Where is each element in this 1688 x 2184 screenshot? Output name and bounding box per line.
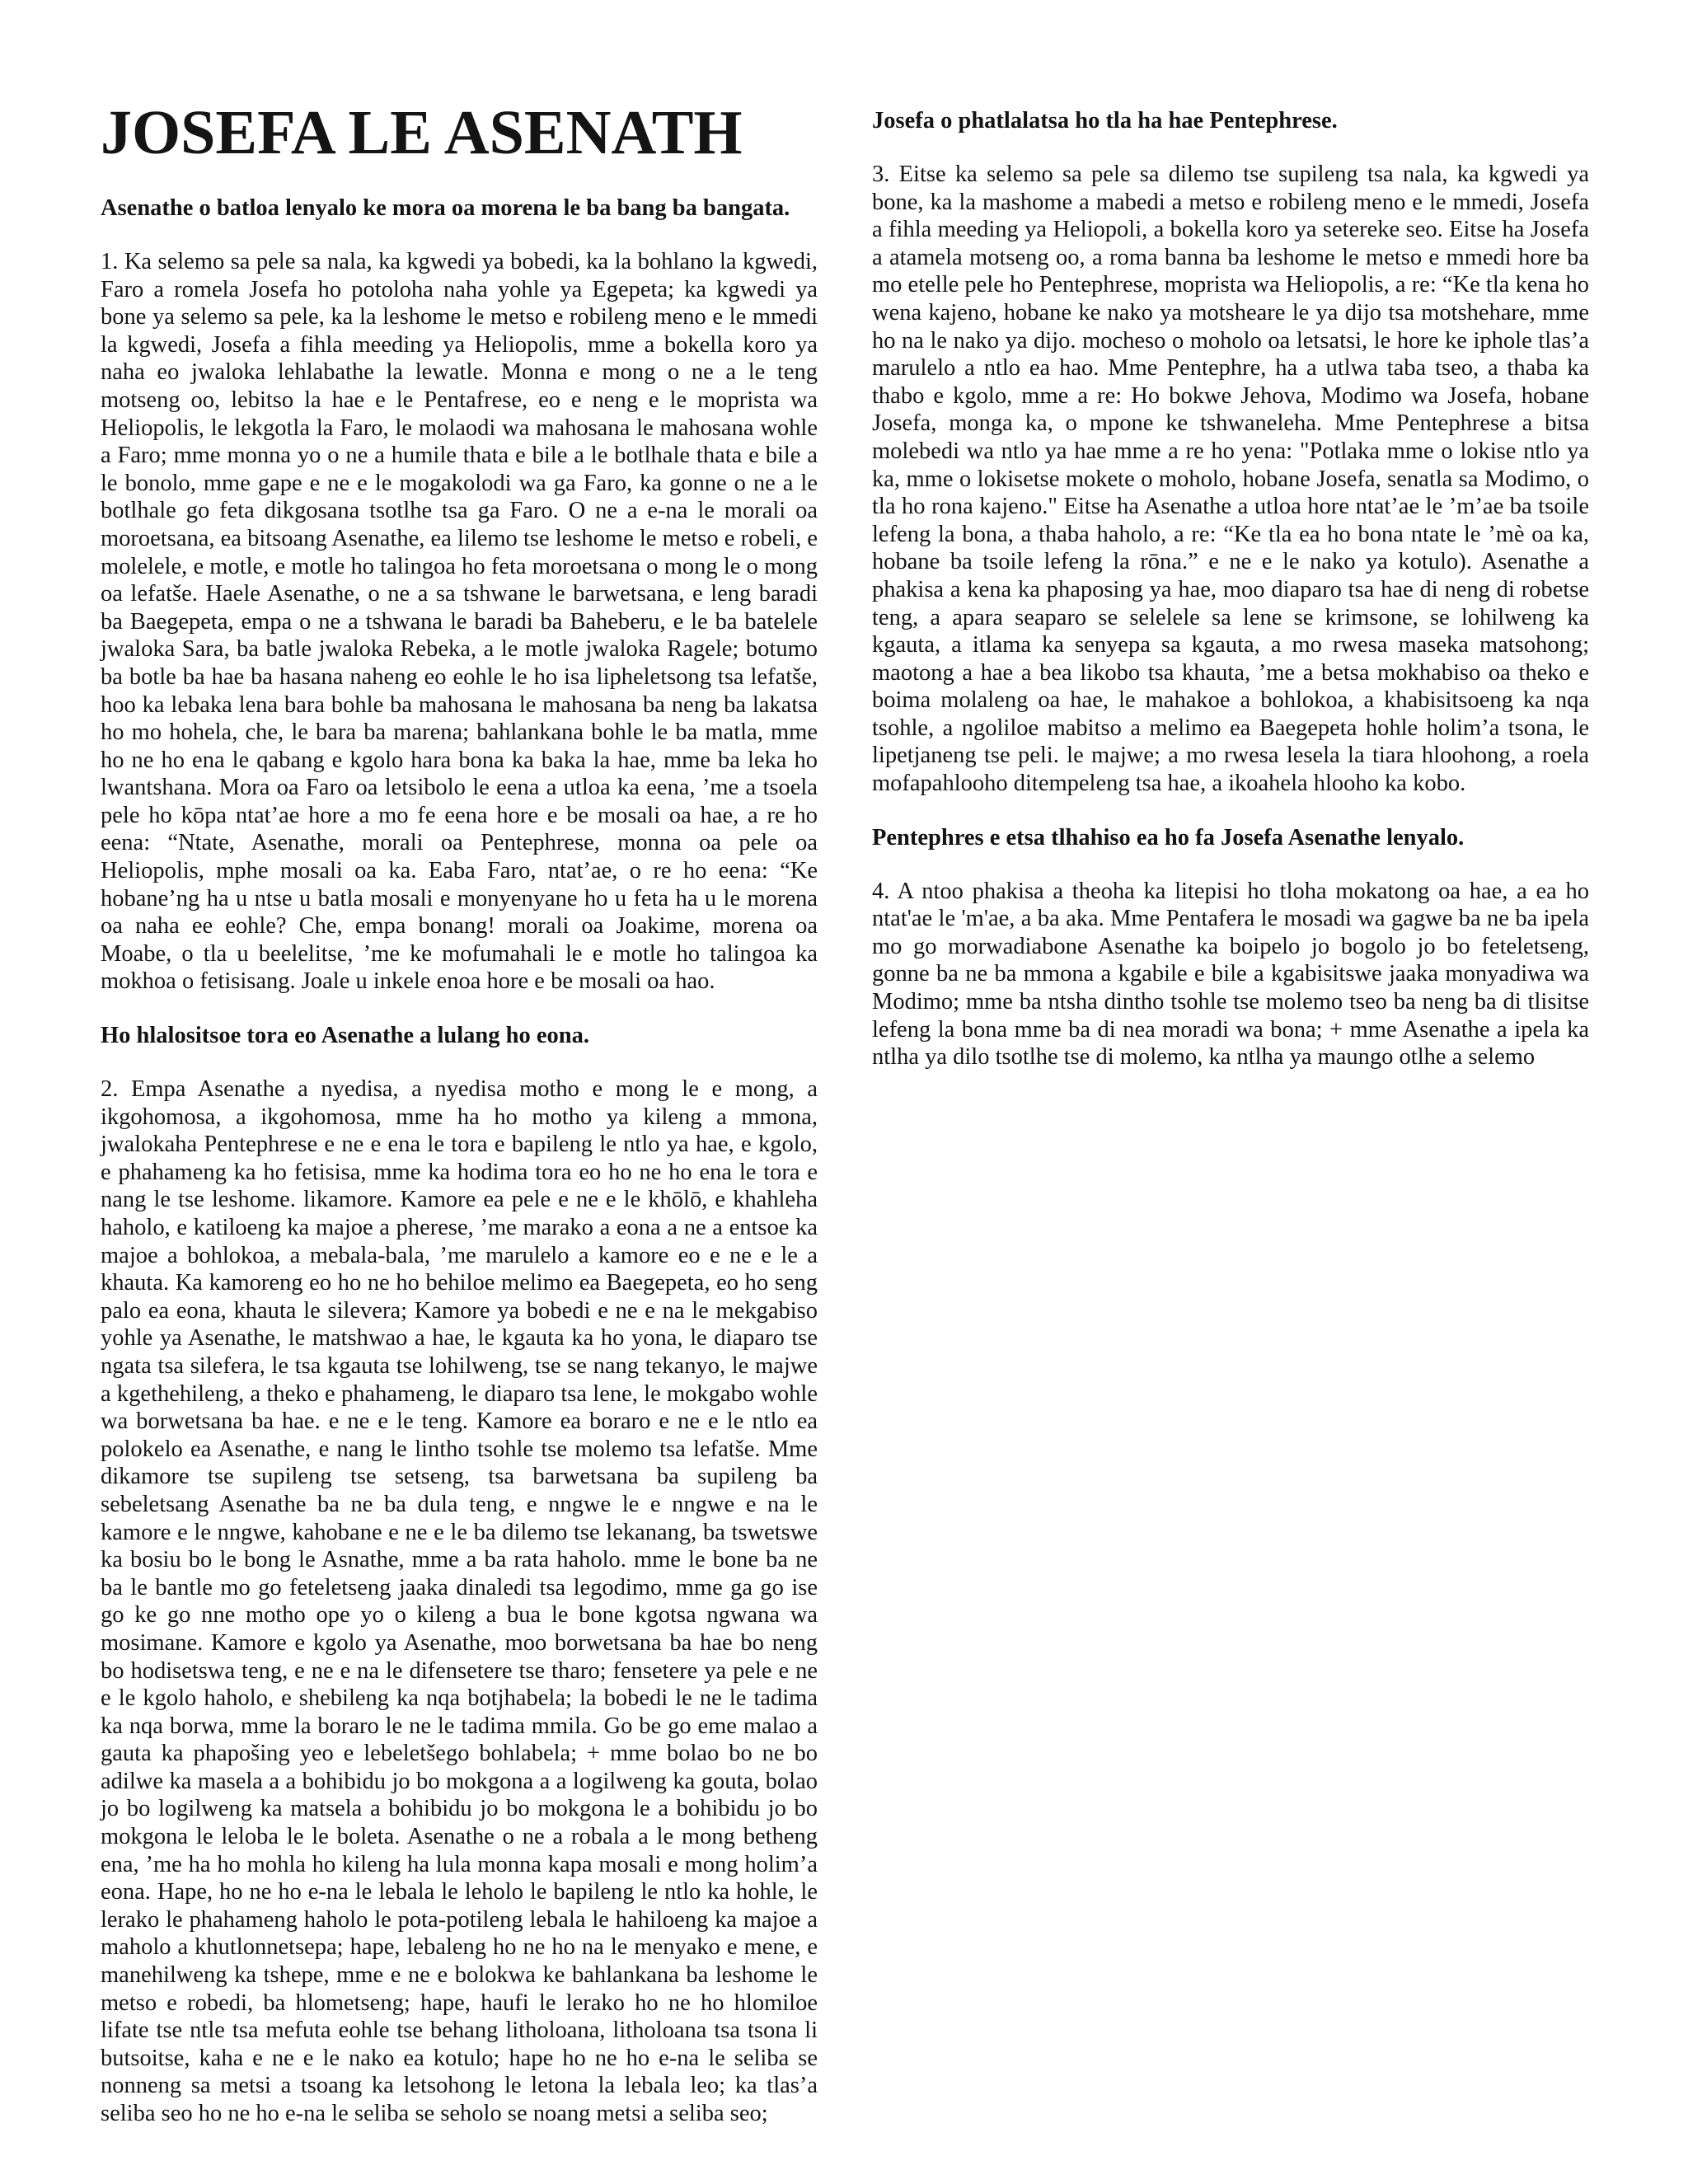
right-column: [872, 105, 1589, 1096]
section-1-heading: Asenathe o batloa lenyalo ke mora oa morena le ba bang ba bangata.: [101, 195, 790, 221]
section-2-heading: Ho hlalositsoe tora eo Asenathe a lulang ho eona.: [101, 1023, 589, 1049]
section-4-heading: Pentephres e etsa tlhahiso ea ho fa Josefa Asenathe lenyalo.: [872, 824, 1465, 851]
document-title: JOSEFA LE ASENATH: [101, 98, 743, 167]
section-3-paragraph: 3. Eitse ka selemo sa pele sa dilemo tse supileng tsa nala, ka kgwedi ya bone, ka la mashome a mabedi a metso e robileng meno e le mmedi, Josefa a fihla meeding ya Heliopoli, a bokella koro ya setereke seo. Eitse ha Josefa a atamela motseng oo, a roma banna ba leshome le metso e mmedi hore ba mo etelle pele ho Pentephrese, moprista wa Heliopolis, a re: “Ke tla kena ho wena kajeno, hobane ke nako ya motsheare le ya dijo tsa motshehare, mme ho na le nako ya dijo. mocheso o moholo oa letsatsi, le hore ke iphole tlas’a marulelo a ntlo ea hao. Mme Pentephre, ha a utlwa taba tseo, a thaba ka thabo e kgolo, mme a re: Ho bokwe Jehova, Modimo wa Josefa, hobane Josefa, monga ka, o mpone ke tshwaneleha. Mme Pentephrese a bitsa molebedi wa ntlo ya hae mme a re ho yena: "Potlaka mme o lokise ntlo ya ka, mme o lokisetse mokete o moholo, hobane Josefa, senatla sa Modimo, o tla ho rona kajeno." Eitse ha Asenathe a utloa hore ntat’ae le ’m’ae ba tsoile lefeng la bona, a thaba haholo, a re: “Ke tla ea ho bona ntate le ’mè oa ka, hobane ba tsoile lefeng la rōna.” e ne e le nako ya kotulo). Asenathe a phakisa a kena ka phaposing ya hae, moo diaparo tsa hae di neng di robetse teng, a apara seaparo se selelele sa lene se krimsone, se lohilweng ka kgauta, a itlama ka senyepa sa kgauta, a mo rwesa maseka matsohong; maotong a hae a bea likobo tsa khauta, ’me a betsa mokhabiso oa theko e boima molaleng oa hae, le mahakoe a bohlokoa, a khabisitsoeng ka nqa tsohle, a ngoliloe mabitso a melimo ea Baegepeta hohle holim’a tsona, le lipetjaneng tse peli. le majwe; a mo rwesa lesela la tiara hloohong, a roela mofapahlooho ditempeleng tsa hae, a ikoahela hlooho ka kobo.: [872, 162, 1589, 797]
left-column: [101, 97, 818, 2153]
section-4-paragraph: 4. A ntoo phakisa a theoha ka litepisi ho tloha mokatong oa hae, a ea ho ntat'ae le 'm'ae, a ba aka. Mme Pentafera le mosadi wa gagwe ba ne ba ipela mo go morwadiabone Asenathe ka boipelo jo bogolo jo bo feteletseng, gonne ba ne ba mmona a kgabile e bile a kgabisitswe jaaka monyadiwa wa Modimo; mme ba ntsha dintho tsohle tse molemo tseo ba neng ba di tlisitse lefeng la bona mme ba di nea moradi wa bona; + mme Asenathe a ipela ka ntlha ya dilo tsotlhe tse di molemo, ka ntlha ya maungo otlhe a selemo: [872, 878, 1589, 1071]
section-2-paragraph: 2. Empa Asenathe a nyedisa, a nyedisa motho e mong le e mong, a ikgohomosa, a ikgohomosa, mme ha ho motho ya kileng a mmona, jwalokaha Pentephrese e ne e ena le tora e bapileng le ntlo ya hae, e kgolo, e phahameng ka ho fetisisa, mme ka hodima tora eo ho ne ho ena le tora e nang le tse leshome. likamore. Kamore ea pele e ne e le khōlō, e khahleha haholo, e katiloeng ka majoe a pherese, ’me marako a eona a ne a entsoe ka majoe a bohlokoa, a mebala-bala, ’me marulelo a kamore eo e ne e le a khauta. Ka kamoreng eo ho ne ho behiloe melimo ea Baegepeta, eo ho seng palo ea eona, khauta le silevera; Kamore ya bobedi e ne e na le mekgabiso yohle ya Asenathe, le matshwao a hae, le kgauta ka ho yona, le diaparo tse ngata tsa silefera, le tsa kgauta tse lohilweng, tse se nang tekanyo, le majwe a kgethehileng, a theko e phahameng, le diaparo tsa lene, le mokgabo wohle wa borwetsana ba hae. e ne e le teng. Kamore ea boraro e ne e le ntlo ea polokelo ea Asenathe, e nang le lintho tsohle tse molemo tsa lefatše. Mme dikamore tse supileng tse setseng, tsa barwetsana ba supileng ba sebeletsang Asenathe ba ne ba dula teng, e nngwe le e nngwe e na le kamore e le nngwe, kahobane e ne e le ba dilemo tse lekanang, ba tswetswe ka bosiu bo le bong le Asnathe, mme a ba rata haholo. mme le bone ba ne ba le bantle mo go feteletseng jaaka dinaledi tsa legodimo, mme ga go ise go ke go nne motho ope yo o kileng a bua le bone kgotsa ngwana wa mosimane. Kamore e kgolo ya Asenathe, moo borwetsana ba hae bo neng bo hodisetswa teng, e ne e na le difensetere tse tharo; fensetere ya pele e ne e le kgolo haholo, e shebileng ka nqa botjhabela; la bobedi le ne le tadima ka nqa borwa, mme la boraro le ne le tadima mmila. Go be go eme malao a gauta ka phapošing yeo e lebeletšego bohlabela; + mme bolao bo ne bo adilwe ka masela a a bohibidu jo bo mokgona a a logilweng ka gouta, bolao jo bo logilweng ka matsela a bohibidu jo bo mokgona le a bohibidu jo bo mokgona le leloba le le boleta. Asenathe o ne a robala a le mong betheng ena, ’me ha ho mohla ho kileng ha lula monna kapa mosali e mong holim’a eona. Hape, ho ne ho e-na le lebala le leholo le bapileng le ntlo ka hohle, le lerako le phahameng haholo le pota-potileng lebala le hahiloeng ka majoe a maholo a khutlonnetsepa; hape, lebaleng ho ne ho na le menyako e mene, e manehilweng ka tshepe, mme e ne e bolokwa ke bahlankana ba leshome le metso e robedi, ba hlometseng; hape, haufi le lerako ho ne ho hlomiloe lifate tse ntle tsa mefuta eohle tse behang litholoana, litholoana tsa tsona li butsoitse, kaha e ne e le nako ea kotulo; hape ho ne ho e-na le seliba se nonneng sa metsi a tsoang ka letsohong le letona la lebala leo; ka tlas’a seliba seo ho ne ho e-na le seliba se seholo se noang metsi a seliba seo;: [101, 1076, 818, 2126]
section-1-paragraph: 1. Ka selemo sa pele sa nala, ka kgwedi ya bobedi, ka la bohlano la kgwedi, Faro a romela Josefa ho potoloha naha yohle ya Egepeta; ka kgwedi ya bone ya selemo sa pele, ka la leshome le metso e robileng meno e le mmedi la kgwedi, Josefa a fihla meeding ya Heliopolis, mme a bokella koro ya naha eo jwaloka lehlabathe la lewatle. Monna e mong o ne a le teng motseng oo, lebitso la hae e le Pentafrese, eo e neng e le moprista wa Heliopolis, le lekgotla la Faro, le molaodi wa mahosana le mahosana wohle a Faro; mme monna yo o ne a humile thata e bile a le botlhale thata e bile a le bonolo, mme gape e ne e le mogakolodi wa ga Faro, ka gonne o ne a le botlhale go feta dikgosana tsotlhe tsa ga Faro. O ne a e-na le morali oa moroetsana, ea bitsoang Asenathe, ea lilemo tse leshome le metso e robeli, e molelele, e motle, e motle ho talingoa ho feta moroetsana o mong le o mong oa lefatše. Haele Asenathe, o ne a sa tshwane le barwetsana, e leng baradi ba Baegepeta, empa o ne a tshwana le baradi ba Baheberu, e le ba batelele jwaloka Sara, ba batle jwaloka Rebeka, a le motle jwaloka Ragele; botumo ba botle ba hae ba hasana naheng eo eohle le ho isa lipheletsong tsa lefatše, hoo ka lebaka lena bara bohle ba mahosana le mahosana ba neng ba lakatsa ho mo hohela, che, le bara ba marena; bahlankana bohle le ba matla, mme ho ne ho ena le qabang e kgolo hara bona ka baka la hae, mme ba leka ho lwantshana. Mora oa Faro oa letsibolo le eena a utloa ka eena, ’me a tsoela pele ho kōpa ntat’ae hore a mo fe eena hore e be mosali oa hae, a re ho eena: “Ntate, Asenathe, morali oa Pentephrese, monna oa pele oa Heliopolis, mphe mosali oa ka. Eaba Faro, ntat’ae, o re ho eena: “Ke hobane’ng ha u ntse u batla mosali e monyenyane ho u feta ha u le morena oa naha ee eohle? Che, empa bonang! morali oa Joakime, morena oa Moabe, o tla u beelelitse, ’me ke mofumahali le e motle ho talingoa ka mokhoa o fetisisang. Joale u inkele enoa hore e be mosali oa hao.: [101, 249, 818, 995]
section-3-heading: Josefa o phatlalatsa ho tla ha hae Pentephrese.: [872, 108, 1338, 134]
